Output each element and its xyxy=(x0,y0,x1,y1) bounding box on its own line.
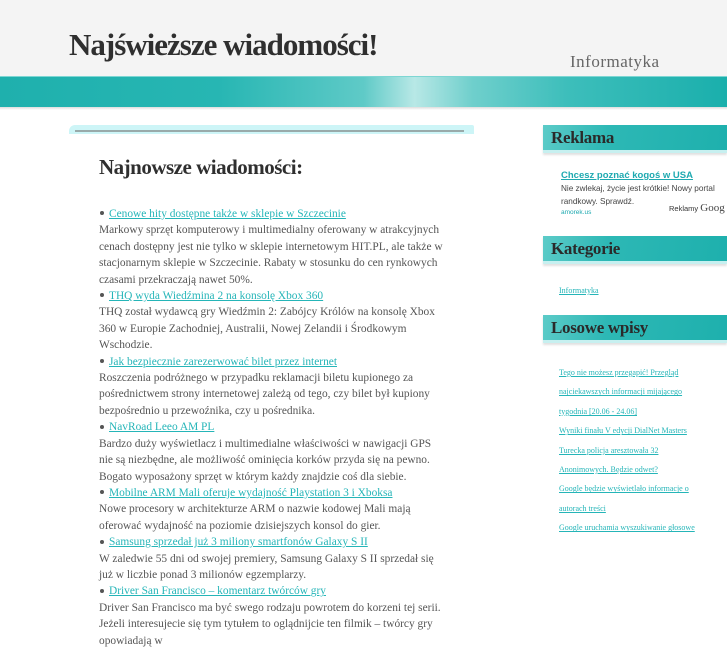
ad-url[interactable]: amorek.us xyxy=(561,209,592,216)
random-post-link[interactable]: Turecka policja aresztowała 32 xyxy=(559,445,659,455)
bullet-icon xyxy=(100,490,104,494)
bullet-icon xyxy=(100,425,104,429)
site-header xyxy=(0,0,727,76)
random-post-link[interactable]: najciekawszych informacji mijającego xyxy=(559,387,683,397)
news-link[interactable]: THQ wyda Wiedźmina 2 na konsolę Xbox 360 xyxy=(109,290,324,303)
random-post-link[interactable]: Google uruchamia wyszukiwanie głosowe xyxy=(559,523,695,533)
news-item xyxy=(99,485,444,534)
site-tagline: Informatyka xyxy=(570,52,660,71)
news-description: Markowy sprzęt komputerowy i multimedialny oferowany w atrakcyjnych cenach dostępny jest nie tylko w sklepie internetowym HIT.PL, ale także w stacjonarnym sklepie w Szczecinie. Rabaty w stosunku do cen rynkowych czasami przekraczają nawet 50%. xyxy=(99,224,443,286)
sidebar-heading-random-posts xyxy=(543,315,727,343)
random-post-link[interactable]: Tego nie możesz przegapić! Przegląd xyxy=(559,368,679,377)
random-post-link[interactable]: Anonimowych. Będzie odwet? xyxy=(559,465,658,475)
main-content xyxy=(99,155,444,649)
news-description: THQ został wydawcą gry Wiedźmin 2: Zabójcy Królów na konsolę Xbox 360 w Europie Zachodniej, Australii, Nowej Zelandii i Środkowym Wschodzie. xyxy=(99,306,435,352)
sidebar-heading-categories xyxy=(543,236,727,264)
ad-brand-label: Reklamy xyxy=(669,204,699,213)
bullet-icon xyxy=(100,540,104,544)
bullet-icon xyxy=(100,293,104,297)
random-posts-list xyxy=(559,363,727,538)
news-item xyxy=(99,288,444,354)
ad-text: Nie zwlekaj, życie jest krótkie! Nowy portal randkowy. Sprawdź. xyxy=(561,184,715,206)
random-post-link[interactable]: Wyniki finału V edycji DialNet Masters xyxy=(559,426,687,436)
news-link[interactable]: Samsung sprzedał już 3 miliony smartfonów Galaxy S II xyxy=(109,536,368,549)
sidebar-heading-label: Losowe wpisy xyxy=(551,318,648,337)
ad-brand[interactable] xyxy=(669,202,725,214)
header-band xyxy=(0,76,727,107)
news-item xyxy=(99,206,444,288)
news-item xyxy=(99,354,444,420)
sidebar-heading-label: Kategorie xyxy=(551,239,621,258)
random-post-link[interactable]: Google będzie wyświetlało informacje o xyxy=(559,484,689,494)
news-description: Bardzo duży wyświetlacz i multimedialne właściwości w nawigacji GPS nie są niezbędne, ale możliwość ominięcia korków przyda się na pewno. Bogato wyposażony sprzęt w którym każdy znajdzie coś dla siebie. xyxy=(99,437,432,483)
bullet-icon xyxy=(100,211,104,215)
google-logo-icon: Goog xyxy=(700,202,725,214)
news-link[interactable]: Mobilne ARM Mali oferuje wydajność Playstation 3 i Xboksa xyxy=(109,486,393,499)
bullet-icon xyxy=(100,359,104,363)
news-description: W zaledwie 55 dni od swojej premiery, Samsung Galaxy S II sprzedał się już w liczbie ponad 3 milionów egzemplarzy. xyxy=(99,552,434,581)
news-list xyxy=(99,206,444,649)
news-link[interactable]: Jak bezpiecznie zarezerwować bilet przez internet xyxy=(109,355,337,368)
news-link[interactable]: NavRoad Leeo AM PL xyxy=(109,421,215,434)
news-description: Driver San Francisco ma być swego rodzaju powrotem do korzeni tej serii. Jeżeli interesujecie się tym tytułem to oglądnijcie ten filmik – twórcy gry opowiadają w xyxy=(99,601,441,647)
ad-title-link[interactable]: Chcesz poznać kogoś w USA xyxy=(561,170,693,181)
ad-block xyxy=(561,170,727,216)
random-post-link[interactable]: tygodnia [20.06 - 24.06] xyxy=(559,406,637,416)
news-description: Roszczenia podróżnego w przypadku reklamacji biletu kupionego za pośrednictwem strony internetowej zależą od tego, czy bilet był kupiony bezpośrednio u przewoźnika, czy u pośrednika. xyxy=(99,372,430,417)
category-link-informatyka[interactable]: Informatyka xyxy=(559,286,599,295)
bullet-icon xyxy=(100,589,104,593)
site-title[interactable]: Najświeższe wiadomości! xyxy=(69,27,378,62)
page-heading: Najnowsze wiadomości: xyxy=(99,155,303,179)
news-item xyxy=(99,534,444,583)
main-panel-top-border xyxy=(69,125,474,134)
sidebar-heading-ads xyxy=(543,125,727,153)
news-link[interactable]: Driver San Francisco – komentarz twórców gry xyxy=(109,585,326,598)
news-link[interactable]: Cenowe hity dostępne także w sklepie w Szczecinie xyxy=(109,208,346,220)
news-description: Nowe procesory w architekturze ARM o nazwie kodowej Mali mają oferować wydajność na poziomie dzisiejszych konsol do gier. xyxy=(99,503,411,532)
random-post-link[interactable]: autorach treści xyxy=(559,503,606,513)
header-band-shadow xyxy=(0,107,727,110)
news-item xyxy=(99,583,444,649)
sidebar-heading-label: Reklama xyxy=(551,128,615,147)
news-item xyxy=(99,419,444,485)
